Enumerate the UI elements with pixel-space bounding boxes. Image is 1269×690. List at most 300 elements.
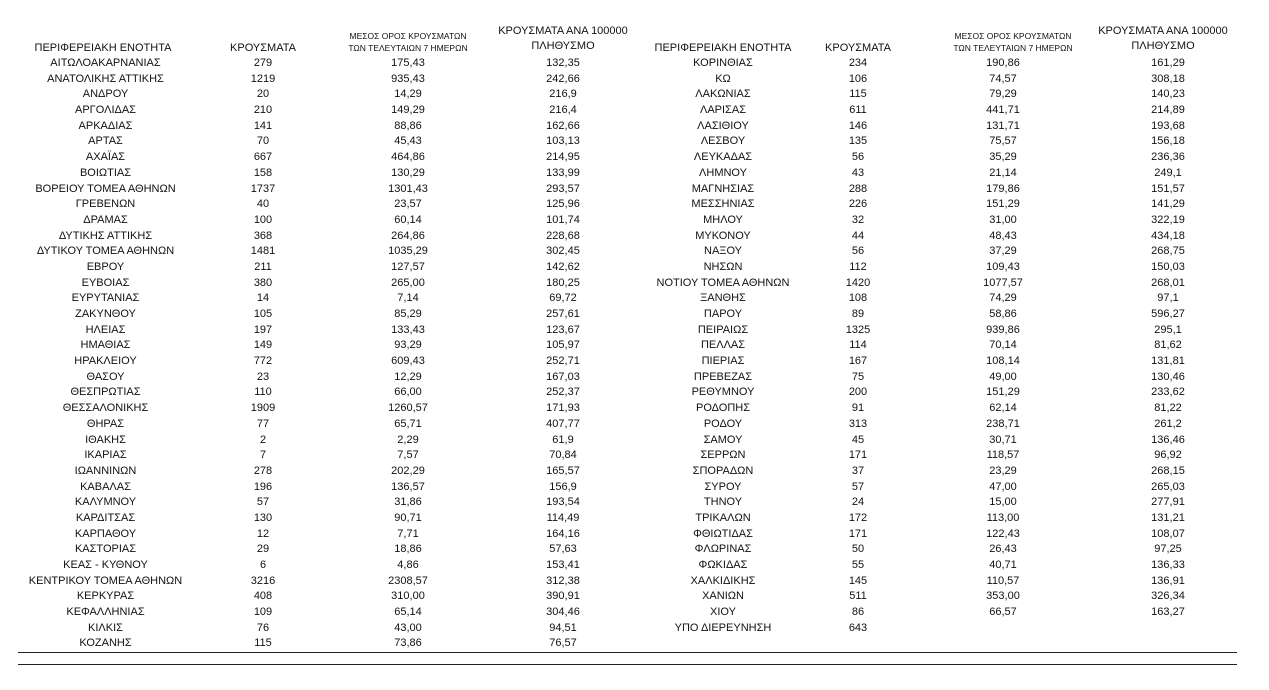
case-count: 91 bbox=[851, 402, 865, 415]
case-count: 3216 bbox=[250, 574, 276, 587]
cases-per-100000: 293,57 bbox=[546, 182, 580, 195]
region-name: ΑΧΑΪΑΣ bbox=[85, 151, 126, 164]
table-row bbox=[18, 229, 638, 245]
seven-day-average: 935,43 bbox=[391, 72, 425, 85]
seven-day-average: 1077,57 bbox=[983, 276, 1023, 289]
case-count: 211 bbox=[254, 260, 272, 273]
cases-per-100000: 252,37 bbox=[546, 386, 580, 399]
table-row bbox=[18, 542, 638, 558]
region-name: ΠΑΡΟΥ bbox=[703, 308, 743, 320]
seven-day-average: 60,14 bbox=[394, 213, 422, 226]
seven-day-average: 131,71 bbox=[986, 119, 1020, 132]
case-count: 1325 bbox=[845, 323, 871, 336]
seven-day-average: 238,71 bbox=[986, 417, 1020, 430]
region-name: ΠΕΛΛΑΣ bbox=[700, 339, 746, 352]
cases-per-100000: 105,97 bbox=[546, 339, 580, 352]
table-row bbox=[18, 464, 638, 480]
table-row bbox=[638, 134, 1238, 150]
header-cases: ΚΡΟΥΣΜΑΤΑ bbox=[230, 42, 296, 54]
case-count: 55 bbox=[851, 559, 865, 571]
table-row bbox=[18, 291, 638, 307]
cases-per-100000: 97,25 bbox=[1154, 543, 1182, 556]
case-count: 12 bbox=[256, 527, 270, 540]
region-name: ΚΩ bbox=[715, 72, 731, 85]
cases-per-100000: 136,91 bbox=[1151, 574, 1185, 587]
cases-per-100000: 81,22 bbox=[1154, 402, 1182, 415]
case-count: 40 bbox=[256, 198, 270, 211]
case-count: 511 bbox=[849, 590, 867, 603]
table-row bbox=[638, 542, 1238, 558]
cases-per-100000: 103,13 bbox=[546, 135, 580, 148]
cases-per-100000: 308,18 bbox=[1151, 72, 1185, 85]
seven-day-average: 15,00 bbox=[989, 496, 1017, 509]
cases-per-100000: 70,84 bbox=[549, 449, 577, 462]
region-name: ΙΘΑΚΗΣ bbox=[85, 433, 126, 446]
seven-day-average: 65,14 bbox=[394, 606, 422, 619]
table-row bbox=[638, 574, 1238, 590]
case-count: 200 bbox=[848, 386, 868, 399]
cases-per-100000: 69,72 bbox=[549, 292, 577, 305]
case-count: 37 bbox=[851, 464, 865, 477]
seven-day-average: 48,43 bbox=[989, 229, 1017, 242]
seven-day-average: 85,29 bbox=[394, 308, 422, 320]
case-count: 1219 bbox=[250, 72, 276, 85]
table-row bbox=[18, 636, 638, 652]
region-name: ΧΙΟΥ bbox=[710, 606, 736, 619]
region-name: ΚΑΣΤΟΡΙΑΣ bbox=[74, 543, 137, 556]
seven-day-average: 23,57 bbox=[394, 198, 422, 211]
seven-day-average: 127,57 bbox=[391, 260, 425, 273]
table-row bbox=[18, 558, 638, 574]
table-row bbox=[638, 260, 1238, 276]
cases-per-100000: 97,1 bbox=[1157, 292, 1179, 305]
region-name: ΡΟΔΟΥ bbox=[703, 417, 743, 430]
table-row bbox=[18, 574, 638, 590]
cases-per-100000: 265,03 bbox=[1151, 480, 1185, 493]
table-row bbox=[638, 291, 1238, 307]
case-count: 7 bbox=[259, 449, 267, 462]
table-row bbox=[18, 511, 638, 527]
region-name: ΒΟΙΩΤΙΑΣ bbox=[79, 166, 132, 179]
region-name: ΘΗΡΑΣ bbox=[86, 417, 125, 430]
region-name: ΑΝΔΡΟΥ bbox=[82, 88, 129, 101]
region-name: ΧΑΝΙΩΝ bbox=[702, 590, 744, 603]
cases-per-100000: 233,62 bbox=[1151, 386, 1185, 399]
cases-per-100000: 228,68 bbox=[546, 229, 580, 242]
region-name: ΛΑΡΙΣΑΣ bbox=[699, 104, 746, 117]
case-count: 44 bbox=[851, 229, 865, 242]
seven-day-average: 7,57 bbox=[397, 449, 419, 462]
seven-day-average: 7,14 bbox=[397, 292, 419, 305]
seven-day-average: 179,86 bbox=[986, 182, 1020, 195]
case-count: 130 bbox=[253, 511, 273, 524]
cases-per-100000: 81,62 bbox=[1154, 339, 1182, 352]
region-name: ΑΙΤΩΛΟΑΚΑΡΝΑΝΙΑΣ bbox=[50, 57, 161, 69]
seven-day-average: 151,29 bbox=[986, 386, 1020, 399]
cases-per-100000: 140,23 bbox=[1151, 88, 1185, 101]
table-row bbox=[18, 197, 638, 213]
region-name: ΚΙΛΚΙΣ bbox=[88, 621, 123, 634]
table-row bbox=[638, 495, 1238, 511]
seven-day-average: 43,00 bbox=[394, 621, 422, 634]
cases-per-100000: 434,18 bbox=[1151, 229, 1185, 242]
region-name: ΙΩΑΝΝΙΝΩΝ bbox=[74, 464, 137, 477]
cases-per-100000: 131,81 bbox=[1151, 355, 1185, 368]
cases-per-100000: 101,74 bbox=[546, 213, 580, 226]
seven-day-average: 130,29 bbox=[391, 166, 425, 179]
region-name: ΜΥΚΟΝΟΥ bbox=[695, 229, 751, 242]
table-row bbox=[638, 354, 1238, 370]
case-count: 115 bbox=[254, 637, 272, 650]
table-row bbox=[18, 417, 638, 433]
seven-day-average: 88,86 bbox=[394, 119, 422, 132]
table-row bbox=[638, 448, 1238, 464]
cases-per-100000: 136,46 bbox=[1151, 433, 1185, 446]
table-row bbox=[18, 182, 638, 198]
table-row bbox=[638, 511, 1238, 527]
region-name: ΞΑΝΘΗΣ bbox=[700, 292, 746, 305]
seven-day-average: 310,00 bbox=[391, 590, 425, 603]
table-row bbox=[638, 213, 1238, 229]
table-body bbox=[638, 56, 1238, 636]
case-count: 313 bbox=[848, 417, 868, 430]
case-count: 24 bbox=[851, 496, 865, 509]
cases-per-100000: 322,19 bbox=[1151, 213, 1185, 226]
header-region: ΠΕΡΙΦΕΡΕΙΑΚΗ ΕΝΟΤΗΤΑ bbox=[34, 42, 172, 54]
seven-day-average: 75,57 bbox=[989, 135, 1017, 148]
seven-day-average: 1035,29 bbox=[388, 245, 428, 258]
cases-per-100000: 94,51 bbox=[549, 621, 577, 634]
case-count: 1737 bbox=[250, 182, 276, 195]
seven-day-average: 113,00 bbox=[986, 511, 1020, 524]
seven-day-average: 74,29 bbox=[989, 292, 1017, 305]
case-count: 77 bbox=[256, 417, 270, 430]
seven-day-average: 12,29 bbox=[394, 370, 422, 383]
seven-day-average: 74,57 bbox=[989, 72, 1017, 85]
header-region: ΠΕΡΙΦΕΡΕΙΑΚΗ ΕΝΟΤΗΤΑ bbox=[654, 42, 792, 54]
cases-per-100000: 596,27 bbox=[1151, 308, 1185, 320]
seven-day-average: 35,29 bbox=[989, 151, 1017, 164]
seven-day-average: 151,29 bbox=[986, 198, 1020, 211]
table-row bbox=[18, 72, 638, 88]
region-name: ΑΡΓΟΛΙΔΑΣ bbox=[75, 104, 136, 117]
case-count: 226 bbox=[848, 198, 868, 211]
region-name: ΚΕΝΤΡΙΚΟΥ ΤΟΜΕΑ ΑΘΗΝΩΝ bbox=[28, 574, 183, 587]
cases-per-100000: 261,2 bbox=[1154, 417, 1182, 430]
table-row bbox=[18, 401, 638, 417]
region-name: ΥΠΟ ΔΙΕΡΕΥΝΗΣΗ bbox=[674, 621, 772, 634]
case-count: 196 bbox=[253, 480, 273, 493]
region-name: ΚΑΒΑΛΑΣ bbox=[80, 480, 131, 493]
cases-per-100000: 61,9 bbox=[552, 433, 574, 446]
seven-day-average: 30,71 bbox=[989, 433, 1017, 446]
seven-day-average: 93,29 bbox=[394, 339, 422, 352]
table-row bbox=[638, 307, 1238, 323]
region-name: ΑΡΚΑΔΙΑΣ bbox=[78, 119, 133, 132]
table-row bbox=[18, 307, 638, 323]
seven-day-average: 18,86 bbox=[394, 543, 422, 556]
case-count: 146 bbox=[848, 119, 868, 132]
cases-per-100000: 249,1 bbox=[1154, 166, 1182, 179]
cases-per-100000: 165,57 bbox=[546, 464, 580, 477]
table-row bbox=[638, 621, 1238, 637]
case-count: 149 bbox=[253, 339, 273, 352]
cases-per-100000: 252,71 bbox=[546, 355, 580, 368]
cases-per-100000: 131,21 bbox=[1151, 511, 1185, 524]
case-count: 76 bbox=[256, 621, 270, 634]
region-name: ΛΑΚΩΝΙΑΣ bbox=[695, 88, 751, 101]
cases-per-100000: 390,91 bbox=[546, 590, 580, 603]
seven-day-average: 609,43 bbox=[391, 355, 425, 368]
table-header bbox=[18, 0, 638, 56]
cases-per-100000: 167,03 bbox=[546, 370, 580, 383]
seven-day-average: 31,00 bbox=[989, 213, 1017, 226]
seven-day-average: 47,00 bbox=[989, 480, 1017, 493]
case-count: 2 bbox=[259, 433, 267, 446]
table-row bbox=[638, 401, 1238, 417]
table-header bbox=[638, 0, 1238, 56]
header-per-100000 bbox=[1088, 24, 1238, 54]
seven-day-average: 939,86 bbox=[986, 323, 1020, 336]
cases-per-100000: 163,27 bbox=[1151, 606, 1185, 619]
table-row bbox=[18, 150, 638, 166]
table-row bbox=[18, 495, 638, 511]
seven-day-average: 133,43 bbox=[391, 323, 425, 336]
region-name: ΗΜΑΘΙΑΣ bbox=[80, 339, 131, 352]
seven-day-average: 66,57 bbox=[989, 606, 1017, 619]
seven-day-average: 58,86 bbox=[989, 308, 1017, 320]
cases-per-100000: 151,57 bbox=[1151, 182, 1185, 195]
region-name: ΣΑΜΟΥ bbox=[703, 433, 743, 446]
cases-table-right bbox=[638, 0, 1238, 636]
seven-day-average: 40,71 bbox=[989, 559, 1017, 571]
case-count: 75 bbox=[851, 370, 865, 383]
cases-per-100000: 132,35 bbox=[546, 57, 580, 69]
region-name: ΚΕΑΣ - ΚΥΘΝΟΥ bbox=[63, 559, 148, 571]
cases-per-100000: 108,07 bbox=[1151, 527, 1185, 540]
table-row bbox=[638, 433, 1238, 449]
case-count: 172 bbox=[848, 511, 868, 524]
cases-per-100000: 76,57 bbox=[549, 637, 577, 650]
region-name: ΝΑΞΟΥ bbox=[704, 245, 742, 258]
seven-day-average: 79,29 bbox=[989, 88, 1017, 101]
cases-per-100000: 216,4 bbox=[549, 104, 577, 117]
seven-day-average: 90,71 bbox=[394, 511, 422, 524]
case-count: 100 bbox=[253, 213, 273, 226]
table-row bbox=[18, 527, 638, 543]
cases-per-100000: 162,66 bbox=[546, 119, 580, 132]
seven-day-average: 175,43 bbox=[391, 57, 425, 69]
cases-per-100000: 150,03 bbox=[1151, 260, 1185, 273]
case-count: 1481 bbox=[250, 245, 276, 258]
table-row bbox=[638, 197, 1238, 213]
table-row bbox=[18, 213, 638, 229]
cases-per-100000: 277,91 bbox=[1151, 496, 1185, 509]
table-row bbox=[638, 323, 1238, 339]
table-row bbox=[638, 385, 1238, 401]
case-count: 110 bbox=[254, 386, 272, 399]
header-avg-line1: ΜΕΣΟΣ ΟΡΟΣ ΚΡΟΥΣΜΑΤΩΝ bbox=[954, 31, 1072, 41]
region-name: ΙΚΑΡΙΑΣ bbox=[84, 449, 127, 462]
table-row bbox=[638, 150, 1238, 166]
case-count: 197 bbox=[253, 323, 273, 336]
case-count: 772 bbox=[253, 355, 273, 368]
region-name: ΘΕΣΣΑΛΟΝΙΚΗΣ bbox=[62, 402, 149, 415]
cases-per-100000: 236,36 bbox=[1151, 151, 1185, 164]
region-name: ΦΛΩΡΙΝΑΣ bbox=[694, 543, 752, 556]
header-7day-average bbox=[323, 30, 493, 54]
region-name: ΚΑΛΥΜΝΟΥ bbox=[74, 496, 137, 509]
table-row bbox=[638, 338, 1238, 354]
region-name: ΜΕΣΣΗΝΙΑΣ bbox=[691, 198, 755, 211]
cases-per-100000: 193,54 bbox=[546, 496, 580, 509]
case-count: 57 bbox=[256, 496, 270, 509]
seven-day-average: 108,14 bbox=[986, 355, 1020, 368]
case-count: 368 bbox=[253, 229, 273, 242]
table-row bbox=[638, 527, 1238, 543]
case-count: 45 bbox=[851, 433, 865, 446]
seven-day-average: 14,29 bbox=[394, 88, 422, 101]
case-count: 114 bbox=[849, 339, 867, 352]
region-name: ΝΗΣΩΝ bbox=[703, 260, 743, 273]
table-row bbox=[638, 103, 1238, 119]
region-name: ΜΗΛΟΥ bbox=[703, 213, 743, 226]
table-row bbox=[18, 385, 638, 401]
case-count: 86 bbox=[851, 606, 865, 619]
cases-per-100000: 407,77 bbox=[546, 417, 580, 430]
table-row bbox=[638, 182, 1238, 198]
seven-day-average: 7,71 bbox=[397, 527, 419, 540]
seven-day-average: 70,14 bbox=[989, 339, 1017, 352]
table-row bbox=[18, 119, 638, 135]
header-per-line1: ΚΡΟΥΣΜΑΤΑ ΑΝΑ 100000 bbox=[498, 25, 628, 37]
table-row bbox=[18, 260, 638, 276]
case-count: 56 bbox=[851, 245, 865, 258]
case-count: 1420 bbox=[845, 276, 871, 289]
region-name: ΚΕΡΚΥΡΑΣ bbox=[76, 590, 135, 603]
region-name: ΔΥΤΙΚΟΥ ΤΟΜΕΑ ΑΘΗΝΩΝ bbox=[36, 245, 175, 258]
region-name: ΑΡΤΑΣ bbox=[88, 135, 123, 148]
table-row bbox=[18, 621, 638, 637]
header-per-line2: ΠΛΗΘΥΣΜΟ bbox=[1131, 40, 1195, 52]
cases-per-100000: 125,96 bbox=[546, 198, 580, 211]
seven-day-average: 202,29 bbox=[391, 464, 425, 477]
region-name: ΗΡΑΚΛΕΙΟΥ bbox=[74, 355, 137, 368]
region-name: ΖΑΚΥΝΘΟΥ bbox=[75, 308, 136, 320]
table-row bbox=[638, 72, 1238, 88]
table-row bbox=[638, 56, 1238, 72]
cases-per-100000: 295,1 bbox=[1154, 323, 1182, 336]
case-count: 57 bbox=[851, 480, 865, 493]
seven-day-average: 26,43 bbox=[989, 543, 1017, 556]
seven-day-average: 65,71 bbox=[394, 417, 422, 430]
bottom-rule bbox=[18, 652, 1237, 653]
cases-per-100000: 114,49 bbox=[546, 511, 580, 524]
table-row bbox=[18, 370, 638, 386]
cases-per-100000: 216,9 bbox=[549, 88, 577, 101]
table-row bbox=[638, 589, 1238, 605]
header-per-line1: ΚΡΟΥΣΜΑΤΑ ΑΝΑ 100000 bbox=[1098, 25, 1228, 37]
case-count: 20 bbox=[256, 88, 270, 101]
table-row bbox=[638, 119, 1238, 135]
case-count: 279 bbox=[253, 57, 273, 69]
seven-day-average: 109,43 bbox=[986, 260, 1020, 273]
region-name: ΜΑΓΝΗΣΙΑΣ bbox=[691, 182, 755, 195]
case-count: 108 bbox=[848, 292, 868, 305]
table-row bbox=[18, 276, 638, 292]
case-count: 32 bbox=[851, 213, 865, 226]
case-count: 105 bbox=[253, 308, 273, 320]
table-row bbox=[638, 370, 1238, 386]
cases-per-100000: 96,92 bbox=[1154, 449, 1182, 462]
header-cases: ΚΡΟΥΣΜΑΤΑ bbox=[825, 42, 891, 54]
seven-day-average: 62,14 bbox=[989, 402, 1017, 415]
region-name: ΛΗΜΝΟΥ bbox=[699, 166, 747, 179]
case-count: 43 bbox=[851, 166, 865, 179]
cases-per-100000: 171,93 bbox=[546, 402, 580, 415]
cases-per-100000: 141,29 bbox=[1151, 198, 1185, 211]
cases-per-100000: 180,25 bbox=[546, 276, 580, 289]
cases-per-100000: 304,46 bbox=[546, 606, 580, 619]
region-name: ΛΑΣΙΘΙΟΥ bbox=[697, 119, 749, 132]
header-avg-line1: ΜΕΣΟΣ ΟΡΟΣ ΚΡΟΥΣΜΑΤΩΝ bbox=[349, 31, 467, 41]
region-name: ΤΡΙΚΑΛΩΝ bbox=[695, 511, 751, 524]
table-row bbox=[638, 417, 1238, 433]
region-name: ΓΡΕΒΕΝΩΝ bbox=[75, 198, 136, 211]
region-name: ΣΕΡΡΩΝ bbox=[700, 449, 746, 462]
region-name: ΦΘΙΩΤΙΔΑΣ bbox=[693, 527, 753, 540]
seven-day-average: 110,57 bbox=[986, 574, 1020, 587]
cases-per-100000: 268,01 bbox=[1151, 276, 1185, 289]
seven-day-average: 122,43 bbox=[986, 527, 1020, 540]
seven-day-average: 464,86 bbox=[391, 151, 425, 164]
header-per-100000 bbox=[488, 24, 638, 54]
case-count: 158 bbox=[253, 166, 273, 179]
case-count: 141 bbox=[253, 119, 273, 132]
cases-per-100000: 161,29 bbox=[1151, 57, 1185, 69]
region-name: ΠΕΙΡΑΙΩΣ bbox=[697, 323, 749, 336]
table-row bbox=[18, 589, 638, 605]
region-name: ΚΑΡΠΑΘΟΥ bbox=[74, 527, 137, 540]
table-row bbox=[638, 464, 1238, 480]
region-name: ΛΕΣΒΟΥ bbox=[700, 135, 746, 148]
seven-day-average: 353,00 bbox=[986, 590, 1020, 603]
seven-day-average: 4,86 bbox=[397, 559, 419, 571]
cases-per-100000: 156,9 bbox=[549, 480, 577, 493]
case-count: 56 bbox=[851, 151, 865, 164]
bottom-rule bbox=[18, 664, 1237, 665]
case-count: 29 bbox=[256, 543, 270, 556]
seven-day-average: 265,00 bbox=[391, 276, 425, 289]
table-row bbox=[18, 354, 638, 370]
region-name: ΦΩΚΙΔΑΣ bbox=[698, 559, 748, 571]
region-name: ΣΠΟΡΑΔΩΝ bbox=[692, 464, 754, 477]
region-name: ΚΕΦΑΛΛΗΝΙΑΣ bbox=[66, 606, 145, 619]
case-count: 89 bbox=[851, 308, 865, 320]
cases-per-100000: 268,75 bbox=[1151, 245, 1185, 258]
table-row bbox=[638, 276, 1238, 292]
cases-per-100000: 214,95 bbox=[546, 151, 580, 164]
cases-per-100000: 142,62 bbox=[546, 260, 580, 273]
case-count: 145 bbox=[848, 574, 868, 587]
header-avg-line2: ΤΩΝ ΤΕΛΕΥΤΑΙΩΝ 7 ΗΜΕΡΩΝ bbox=[348, 43, 468, 53]
table-row bbox=[638, 87, 1238, 103]
cases-per-100000: 242,66 bbox=[546, 72, 580, 85]
cases-per-100000: 156,18 bbox=[1151, 135, 1185, 148]
region-name: ΕΒΡΟΥ bbox=[86, 260, 125, 273]
seven-day-average: 66,00 bbox=[394, 386, 422, 399]
table-row bbox=[638, 480, 1238, 496]
